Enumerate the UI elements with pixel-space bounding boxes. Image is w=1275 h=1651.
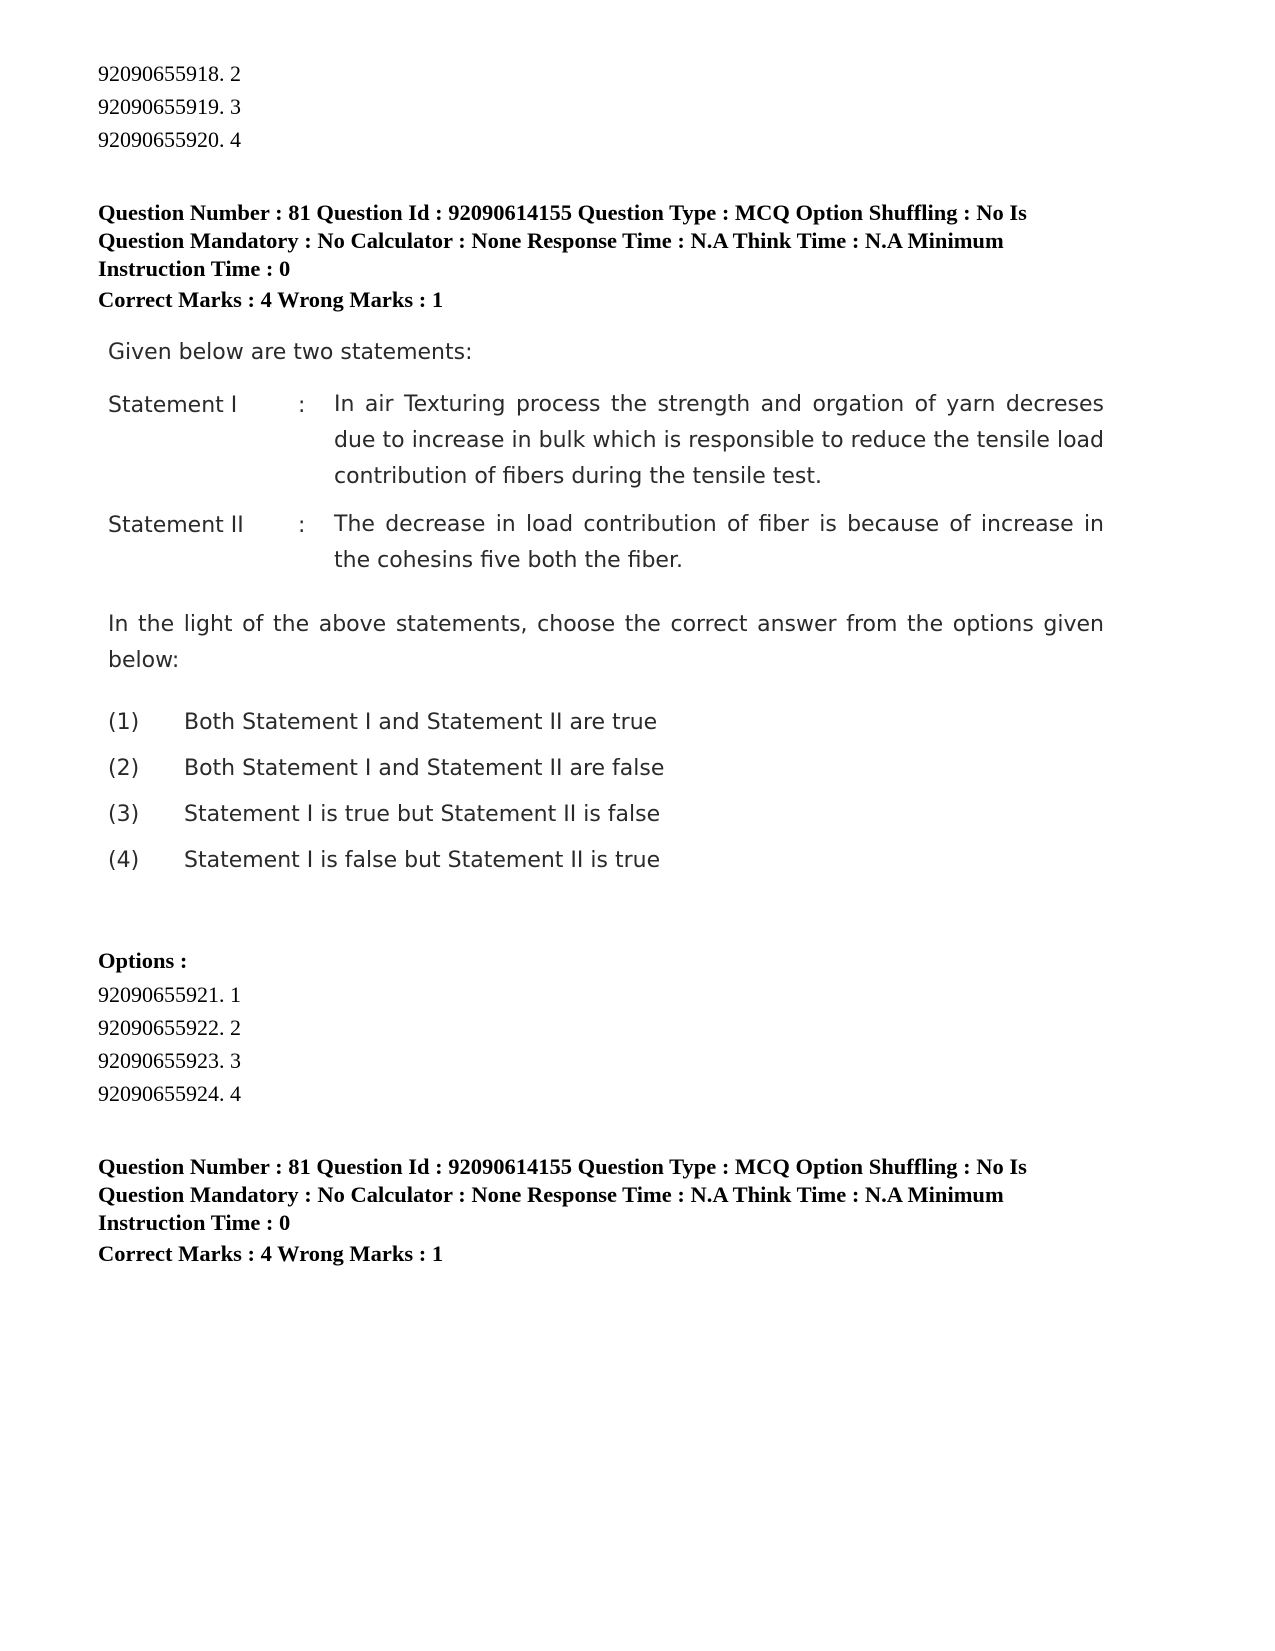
statement-2-label: Statement II	[108, 513, 244, 538]
choice-text: Both Statement I and Statement II are false	[184, 756, 665, 781]
question-meta-line: Question Number : 81 Question Id : 92090614155 Question Type : MCQ Option Shuffling : No Is	[98, 1154, 1027, 1179]
previous-option-line: 92090655919. 3	[98, 94, 241, 119]
question-meta-line: Question Mandatory : No Calculator : None Response Time : N.A Think Time : N.A Minimum	[98, 1182, 1004, 1207]
choice-number: (1)	[108, 710, 140, 735]
question-meta	[98, 1153, 1158, 1237]
choice-text: Both Statement I and Statement II are true	[184, 710, 658, 735]
previous-option-line: 92090655920. 4	[98, 127, 241, 152]
option-line: 92090655923. 3	[98, 1048, 241, 1073]
question-meta-line: Instruction Time : 0	[98, 256, 291, 281]
statement-1-text: In air Texturing process the strength and orgation of yarn decreses due to increase in bulk which is responsible to reduce the tensile load contribution of fibers during the tensile test.	[334, 392, 1104, 489]
options-heading: Options :	[98, 948, 188, 973]
question-marks: Correct Marks : 4 Wrong Marks : 1	[98, 1241, 444, 1266]
choice-number: (4)	[108, 848, 140, 873]
option-line: 92090655922. 2	[98, 1015, 241, 1040]
statement-1-colon: :	[298, 393, 306, 418]
choice-text: Statement I is false but Statement II is true	[184, 848, 661, 873]
question-meta	[98, 199, 1158, 283]
question-intro: Given below are two statements:	[108, 340, 473, 365]
choice-text: Statement I is true but Statement II is false	[184, 802, 661, 827]
question-content	[98, 340, 1108, 930]
choice-number: (3)	[108, 802, 140, 827]
statement-2-text: The decrease in load contribution of fiber is because of increase in the cohesins five both the fiber.	[334, 512, 1104, 573]
choice-number: (2)	[108, 756, 140, 781]
statement-1-label: Statement I	[108, 393, 238, 418]
statement-2-colon: :	[298, 513, 306, 538]
question-meta-line: Instruction Time : 0	[98, 1210, 291, 1235]
previous-option-line: 92090655918. 2	[98, 61, 241, 86]
option-line: 92090655924. 4	[98, 1081, 241, 1106]
question-meta-line: Question Number : 81 Question Id : 92090614155 Question Type : MCQ Option Shuffling : No Is	[98, 200, 1027, 225]
question-marks: Correct Marks : 4 Wrong Marks : 1	[98, 287, 444, 312]
question-meta-line: Question Mandatory : No Calculator : None Response Time : N.A Think Time : N.A Minimum	[98, 228, 1004, 253]
question-lead: In the light of the above statements, choose the correct answer from the options given below:	[108, 612, 1104, 673]
option-line: 92090655921. 1	[98, 982, 241, 1007]
